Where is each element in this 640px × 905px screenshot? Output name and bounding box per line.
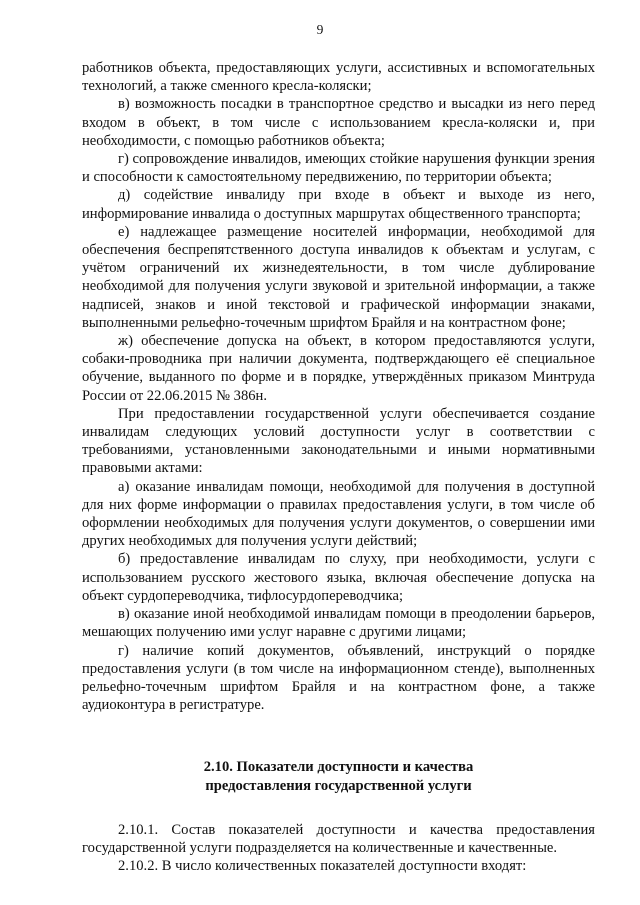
- paragraph: б) предоставление инвалидам по слуху, при необходимости, услуги с использованием русского жестового языка, включая обеспечение допуска на объект сурдопереводчика, тифлосурдопереводчика;: [82, 551, 595, 604]
- document-body: [82, 59, 595, 875]
- page-number: 9: [316, 22, 324, 37]
- paragraph: 2.10.1. Состав показателей доступности и качества предоставления государственной услуги подразделяется на количественные и качественные.: [82, 821, 595, 856]
- section-heading: [82, 758, 595, 794]
- section-heading-line-2: предоставления государственной услуги: [205, 777, 472, 794]
- paragraph: д) содействие инвалиду при входе в объект и выходе из него, информирование инвалида о доступных маршрутах общественного транспорта;: [82, 187, 595, 222]
- paragraph: работников объекта, предоставляющих услуги, ассистивных и вспомогательных технологий, а также сменного кресла-коляски;: [82, 60, 595, 95]
- paragraph: в) возможность посадки в транспортное средство и высадки из него перед входом в объект, в том числе с использованием кресла-коляски и, при необходимости, с помощью работников объекта;: [82, 96, 595, 149]
- paragraph: При предоставлении государственной услуги обеспечивается создание инвалидам следующих условий доступности услуг в соответствии с требованиями, установленными законодательными и иными нормативными правовыми актами:: [82, 405, 595, 477]
- paragraph: г) сопровождение инвалидов, имеющих стойкие нарушения функции зрения и способности к самостоятельному передвижению, по территории объекта;: [82, 151, 595, 186]
- paragraph: а) оказание инвалидам помощи, необходимой для получения в доступной для них форме информации о правилах предоставления услуги, в том числе об оформлении необходимых для получения услуги документов, о совершении ими других необходимых для получения услуги действий;: [82, 478, 595, 550]
- paragraph: е) надлежащее размещение носителей информации, необходимой для обеспечения беспрепятственного доступа инвалидов к объектам и услугам, с учётом ограничений их жизнедеятельности, в том числе дублирование необходимой для получения услуги звуковой и зрительной информации, а также надписей, знаков и иной текстовой и графической информации знаками, выполненными рельефно-точечным шрифтом Брайля и на контрастном фоне;: [82, 223, 595, 331]
- paragraph: ж) обеспечение допуска на объект, в котором предоставляются услуги, собаки-проводника при наличии документа, подтверждающего её специальное обучение, выданного по форме и в порядке, утверждённых приказом Минтруда России от 22.06.2015 № 386н.: [82, 333, 595, 404]
- paragraph: в) оказание иной необходимой инвалидам помощи в преодолении барьеров, мешающих получению ими услуг наравне с другими лицами;: [82, 606, 595, 641]
- paragraph: г) наличие копий документов, объявлений, инструкций о порядке предоставления услуги (в том числе на информационном стенде), выполненных рельефно-точечным шрифтом Брайля и на контрастном фоне, а также аудиоконтура в регистратуре.: [82, 642, 595, 714]
- paragraph: 2.10.2. В число количественных показателей доступности входят:: [118, 858, 527, 875]
- section-heading-line-1: 2.10. Показатели доступности и качества: [203, 759, 474, 776]
- spacer: [82, 795, 595, 821]
- accessibility-conditions-section: [82, 59, 595, 714]
- accessibility-indicators-section: [82, 821, 595, 876]
